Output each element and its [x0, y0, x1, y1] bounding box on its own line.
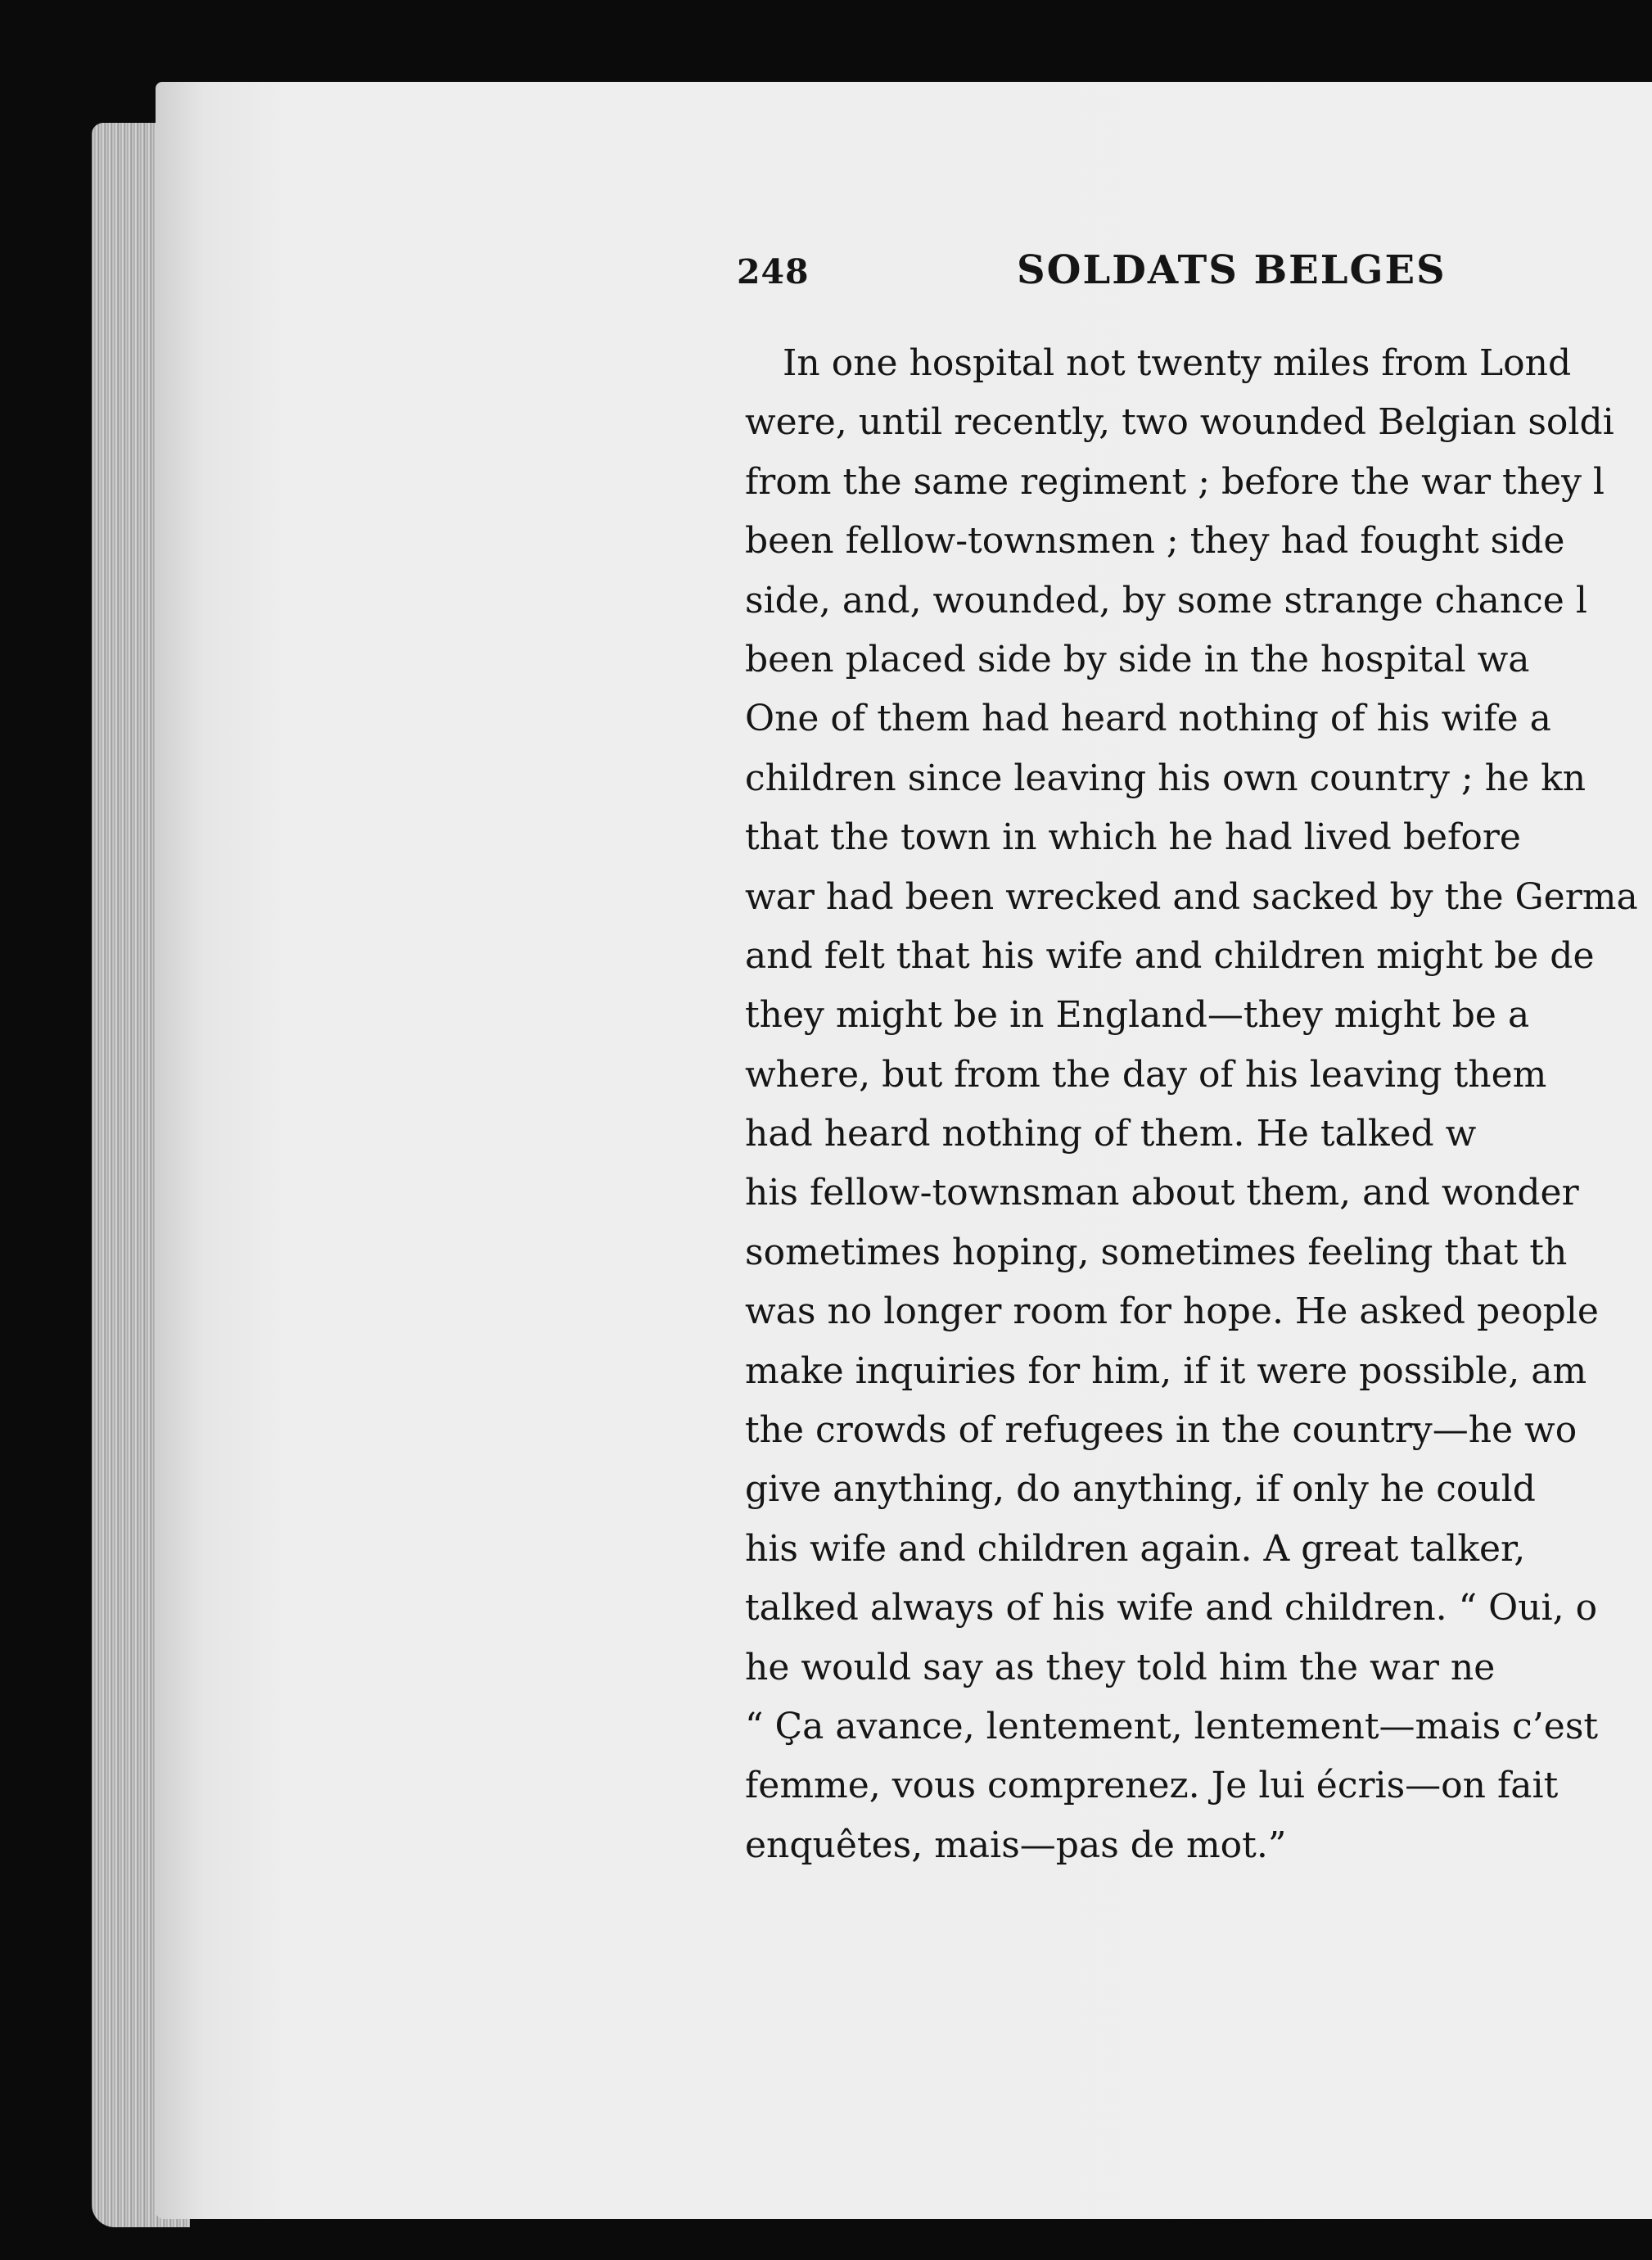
text-line: side, and, wounded, by some strange chance l — [745, 579, 1587, 622]
text-line: were, until recently, two wounded Belgian soldi — [745, 401, 1614, 444]
text-line: where, but from the day of his leaving them — [745, 1053, 1547, 1096]
text-line: war had been wrecked and sacked by the Germa — [745, 875, 1638, 918]
text-line: his fellow-townsman about them, and wonder — [745, 1172, 1579, 1214]
running-title: SOLDATS BELGES — [1017, 247, 1447, 293]
body-text — [745, 334, 1652, 1875]
text-line: his wife and children again. A great talker, — [745, 1527, 1526, 1570]
text-line: the crowds of refugees in the country—he wo — [745, 1409, 1578, 1452]
text-line: children since leaving his own country ; he kn — [745, 757, 1587, 799]
text-line: he would say as they told him the war ne — [745, 1646, 1496, 1688]
text-line: make inquiries for him, if it were possible, am — [745, 1349, 1587, 1392]
text-line: been fellow-townsmen ; they had fought side — [745, 520, 1565, 563]
text-line: they might be in England—they might be a — [745, 994, 1530, 1037]
text-line: and felt that his wife and children might be de — [745, 934, 1595, 977]
text-line: One of them had heard nothing of his wife a — [745, 698, 1551, 740]
text-line: talked always of his wife and children. “ Oui, o — [745, 1587, 1598, 1629]
text-line: had heard nothing of them. He talked w — [745, 1113, 1477, 1155]
text-line: In one hospital not twenty miles from Lond — [783, 342, 1572, 384]
text-line: femme, vous comprenez. Je lui écris—on fait — [745, 1765, 1559, 1807]
text-line: enquêtes, mais—pas de mot.” — [745, 1824, 1287, 1866]
text-line: sometimes hoping, sometimes feeling that th — [745, 1231, 1568, 1273]
page-number: 248 — [737, 252, 810, 292]
text-line: been placed side by side in the hospital wa — [745, 638, 1530, 680]
running-head — [737, 246, 1652, 311]
text-line: “ Ça avance, lentement, lentement—mais c’est — [745, 1705, 1599, 1747]
text-line: give anything, do anything, if only he could — [745, 1468, 1536, 1511]
text-line: from the same regiment ; before the war they l — [745, 460, 1605, 503]
text-line: was no longer room for hope. He asked people — [745, 1290, 1599, 1333]
text-line: that the town in which he had lived before — [745, 816, 1521, 859]
